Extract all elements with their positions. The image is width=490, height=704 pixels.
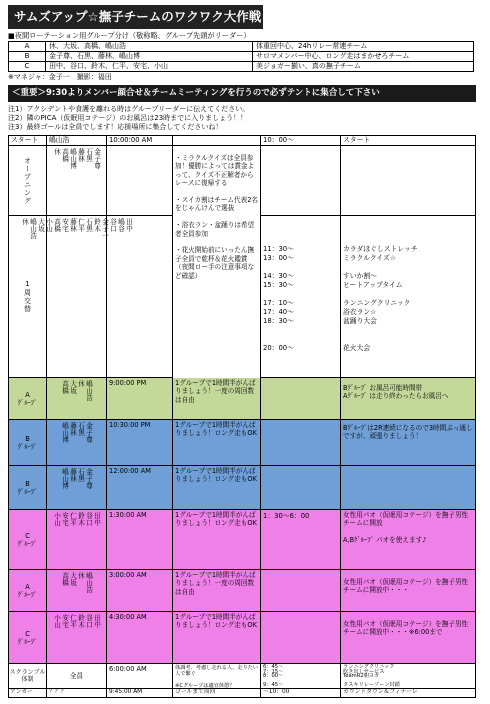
group-label: C ｸﾞﾙｰﾌﾟ [17,629,38,646]
group-letter: B [9,52,46,62]
group-table [8,41,474,72]
important-notice: ＜重要＞9:30よりメンバー顔合せ＆チームミーティングを行うので必ずテントに集合して下さい [8,85,476,102]
names-b2 [47,466,106,509]
row-a2 [9,570,475,612]
group-role: 美ジョガー揃い、真の撫子チーム [253,62,474,72]
member-name: 田中 [92,512,101,526]
time2-anchor: 〜10：00 [263,689,290,695]
member-name: 高橋 [60,148,69,162]
member-name: 金子尊 [84,468,93,489]
time-b1: 10:30:00 PM [109,421,151,429]
member-name: 嶋山浩 [84,380,93,401]
label-scramble: スクランブル体制 [9,669,46,683]
row-a1 [9,378,475,420]
table-row [9,62,474,72]
table-row [9,52,474,62]
event-a1: Bｸﾞﾙｰﾌﾟ お風呂可能時間帯 Aｸﾞﾙｰﾌﾟ は走り終わったらお風呂へ [343,384,449,401]
member-name: 谷口 [108,218,117,232]
member-name: 田中 [92,614,101,628]
member-name: 小山 [44,218,53,232]
member-name: 石黒 [76,468,85,482]
time-a2: 3:00:00 AM [109,571,147,579]
member-name: 藤林 [76,148,85,162]
member-name: 谷口 [84,614,93,628]
member-name: 休 [76,380,85,387]
koryu-info: ・ミラクルクイズは全員参加！優勝によっては賞金よって、クイズ不正解者からレースに復帰する ・スイカ割はチーム代表2名をじゃんけんで選抜 ・浴衣ラン・盆踊りは希望者全員参加 ・花火開始前にいったん撫子全員で乾杯＆花火鑑賞（夜間ロー手の注意事項など確認） [175,154,258,280]
schedule-table [8,135,476,698]
group-subtitle: ■夜間ローテーション用グループ分け（敬称略、グループ先頭がリーダー） [8,31,251,40]
member-name: 高橋 [52,218,61,232]
group-letter: C [9,62,46,72]
info-c1: 1グループで1時間半がんばりましょう！ロング走もOK [175,511,257,528]
member-name: 嶋山博 [60,468,69,489]
group-members: 金子尊、石黒、藤林、嶋山博 [46,52,253,62]
names-c2 [47,612,106,663]
member-name: 鈴木 [92,218,101,232]
time-a1: 9:00:00 PM [109,379,147,387]
member-name: 嶋山博 [68,148,77,169]
table-header-row [9,136,475,146]
member-name: 高橋 [60,572,69,586]
header-time2: 10：00〜 [263,136,294,144]
notes [8,105,249,132]
row-c2 [9,612,475,664]
group-letter: A [9,42,46,52]
info-a2: 1グループで1時間半がんばりましょう！一度の周回数は自由 [175,571,256,596]
member-name: 嶋山博 [60,422,69,443]
member-name: 金子尊 [84,422,93,443]
group-label: B ｸﾞﾙｰﾌﾟ [17,434,38,451]
koryu-info-cell [173,146,261,378]
member-name: 休 [76,572,85,579]
note-1: 注1）アクシデントや食護を離れる時はグループリーダーに伝えてください。 [8,105,250,113]
note-3: 注3）最終ゴールは全員でします！応援場所に集合してくださいね！ [8,123,223,131]
scramble-who: 全員 [69,672,84,680]
info-b1: 1グループで1時間半がんばりましょう！ロング走もOK [175,421,257,438]
member-name: 藤林 [68,218,77,232]
member-name: 嶋谷 [116,218,125,232]
header-col6: スタート [343,136,371,144]
row-b1 [9,420,475,466]
names-b1 [47,420,106,465]
koryu-times: 11：30〜 13：00〜 14：30〜 15：30〜 17：10〜 17：40〜 18：30〜 20：00〜 [263,245,294,352]
page-title: サムズアップ☆撫子チームのワクワク大作戦 [8,5,263,29]
member-name: 鈴木 [76,512,85,526]
info-scramble: 体調考、考慮し走れる人、走りたい人で繋ぐ ※Cグループは適宜休憩？ [175,665,259,689]
member-name: 休 [52,148,61,155]
scramble-block [8,663,476,689]
group-label: B ｸﾞﾙｰﾌﾟ [17,479,38,496]
event-c2: 女性用パオ（仮眠用コテージ）を撫子男性チームに開放中・・・※6:00まで [343,620,469,637]
label-koryu: 1周交替 [23,280,32,313]
member-name: 仁平 [68,512,77,526]
row-c1 [9,510,475,570]
group-role: 体重回中心、24hリレー常連チーム [253,42,474,52]
label-opening: オープニング [23,156,32,205]
member-name: 安宅 [60,512,69,526]
time-scramble: 6:00:00 AM [109,665,147,673]
member-name: 石黒 [84,218,93,232]
event-c1: 女性用パオ（仮眠用コテージ）を撫子男性チームに開放 A,Bｸﾞﾙｰﾌﾟ パオを使えます♪ [343,511,469,545]
member-name: 藤林 [68,422,77,436]
anchor-who: ？？？ [49,689,67,695]
header-time: 10:00:00 AM [109,136,153,144]
times-scramble: 6：45〜 7：15〜 8：00〜 9：45〜 [263,664,284,689]
member-name: 田中 [124,218,133,232]
group-members: 休、大坂、高橋、嶋山浩 [46,42,253,52]
names-a1 [47,378,106,419]
member-name: 休 [20,218,29,225]
koryu-events: カラダほぐしストレッチ ミラクルクイズ☆ すいか割〜 ヒートアップタイム ランニングクリニック 浴衣ラン☆ 盆踊り大会 花火大会 [343,245,418,352]
events-scramble: ランニングクリニック 吹き出しサービス TeamR2朝ヨガ タスキリレーゾーン封鎖 [343,664,400,689]
time-b2: 12:00:00 AM [109,467,151,475]
names-opening [47,146,106,215]
label-anchor: アンカー [10,689,33,695]
header-start: スタート [11,136,39,144]
member-name: 石黒 [76,422,85,436]
row-b2 [9,466,475,510]
time2-c1: 1：30〜6：00 [263,512,310,520]
group-label: C ｸﾞﾙｰﾌﾟ [17,531,38,548]
info-anchor: ゴールまで周回 [175,689,216,695]
time-c2: 4:30:00 AM [109,613,147,621]
event-a2: 女性用パオ（仮眠用コテージ）を撫子男性チームに開放中・・・ [343,578,469,595]
group-label: A ｸﾞﾙｰﾌﾟ [17,390,38,407]
table-row [9,42,474,52]
member-name: 小山 [52,614,61,628]
info-c2: 1グループで1時間半がんばりましょう！ロング走もOK [175,613,257,630]
time-c1: 1:30:00 AM [109,511,147,519]
member-name: 安宅 [60,218,69,232]
member-name: 小山 [52,512,61,526]
member-name: 藤林 [68,468,77,482]
manager-note: ※マネジャ：金子一 撮影：福田 [8,73,112,81]
row-anchor [9,689,475,697]
info-b2: 1グループで1時間半がんばりましょう！ロング走もOK [175,467,257,484]
time-anchor: 9:45:00 AM [109,689,143,695]
info-a1: 1グループで1時間半がんばりましょう！一度の周回数は自由 [175,379,256,404]
member-name: 嶋山浩 [28,218,37,239]
member-name: 高橋 [60,380,69,394]
event-anchor: カウントダウン＆フィナーレ [343,689,418,695]
note-2: 注2）隣のPICA（仮眠用コテージ）のお風呂は23時までに入りましょう！！ [8,114,248,122]
names-a2 [47,570,106,611]
event-b1: Bｸﾞﾙｰﾌﾟは2R連続になるので3時間ぶっ通しですが、頑張りましょう！ [343,424,473,441]
member-name: 嶋山浩 [84,572,93,593]
header-names: 嶋山浩 [49,136,70,144]
group-role: サロマメンバー中心、ロング走はまかせろチーム [253,52,474,62]
member-name: 谷口 [84,512,93,526]
member-name: 金子一 [100,218,109,239]
group-label: A ｸﾞﾙｰﾌﾟ [17,582,38,599]
member-name: 仁平 [68,614,77,628]
member-name: 大坂 [68,380,77,394]
member-name: 大坂 [68,572,77,586]
member-name: 金子尊 [92,148,101,169]
group-members: 田中、谷口、鈴木、仁平、安宅、小山 [46,62,253,72]
member-name: 仁平 [76,218,85,232]
member-name: 石黒 [84,148,93,162]
member-name: 安宅 [60,614,69,628]
member-name: 鈴木 [76,614,85,628]
member-name: 大坂 [36,218,45,232]
names-c1 [47,510,106,569]
